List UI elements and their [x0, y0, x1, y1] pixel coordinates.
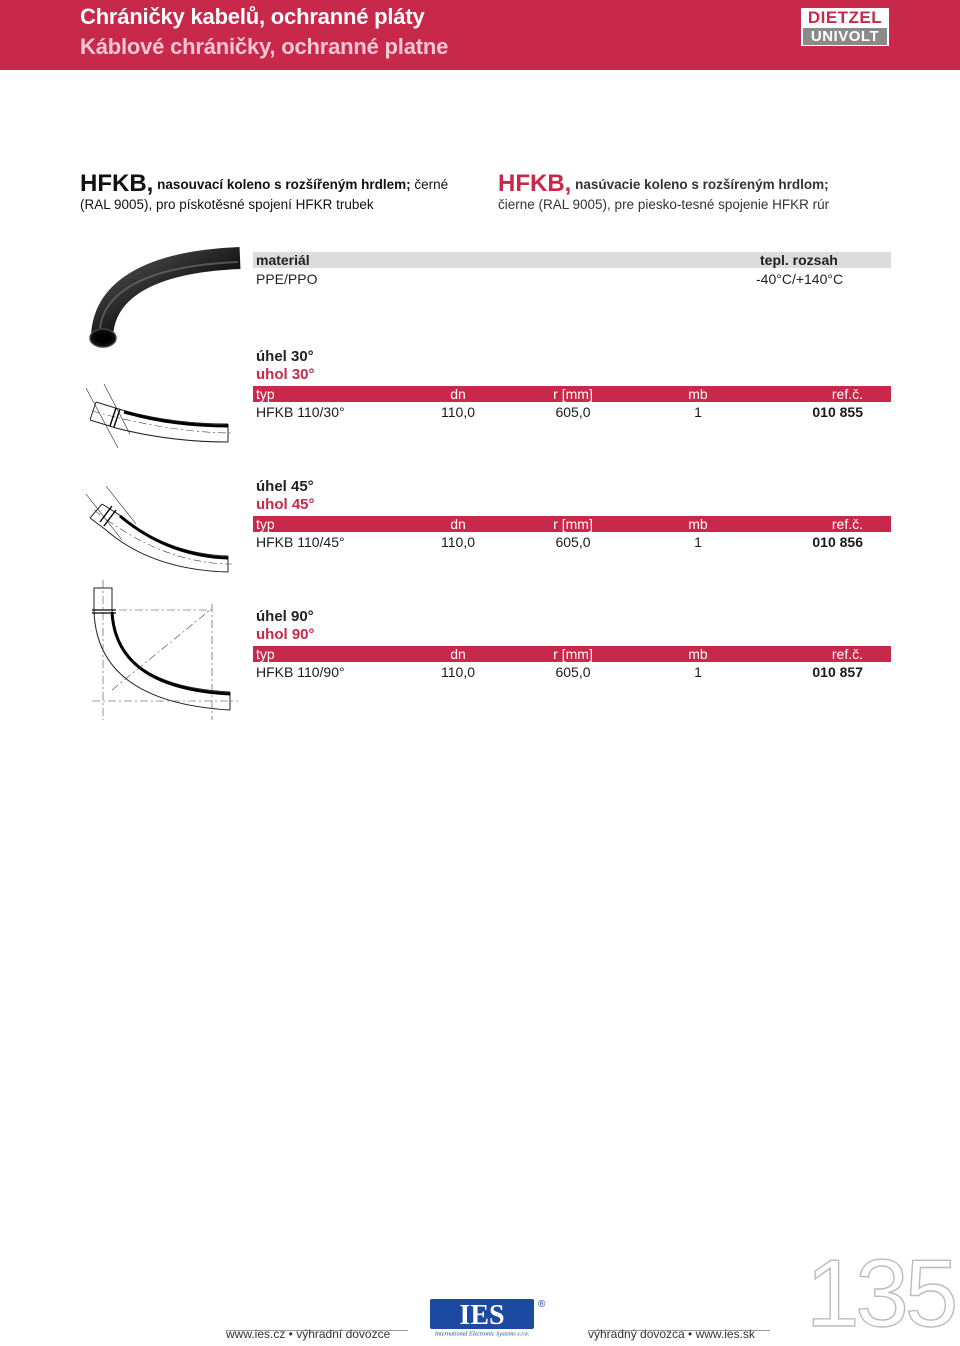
col-ref: ref.č. [831, 386, 863, 402]
cell-typ: HFKB 110/90° [256, 664, 345, 680]
col-dn: dn [450, 516, 466, 532]
table-row [253, 664, 891, 680]
section-heading-cz: úhel 45° [256, 478, 314, 495]
temperature-value: -40°C/+140°C [756, 271, 844, 287]
col-typ: typ [256, 516, 275, 532]
drawing-bend-30 [82, 380, 242, 450]
product-title-cz [80, 172, 480, 213]
col-ref: ref.č. [831, 646, 863, 662]
cell-typ: HFKB 110/45° [256, 534, 345, 550]
cell-typ: HFKB 110/30° [256, 404, 345, 420]
temperature-label: tepl. rozsah [760, 252, 838, 268]
product-photo [82, 244, 242, 354]
section-heading-cz: úhel 90° [256, 608, 314, 625]
cell-r: 605,0 [555, 404, 591, 420]
col-r: r [mm] [553, 386, 593, 402]
cell-mb: 1 [694, 664, 702, 680]
table-header [253, 646, 891, 662]
brand-logo-bottom: UNIVOLT [803, 28, 887, 45]
cell-dn: 110,0 [441, 404, 475, 420]
table-header [253, 386, 891, 402]
cell-r: 605,0 [555, 664, 591, 680]
product-title-sk [498, 172, 898, 213]
material-value: PPE/PPO [256, 271, 318, 287]
drawing-bend-45 [82, 484, 242, 576]
table-header [253, 516, 891, 532]
section-heading-sk: uhol 90° [256, 626, 315, 643]
product-code-sk: HFKB, [498, 170, 572, 197]
product-code-cz: HFKB, [80, 170, 154, 197]
col-r: r [mm] [553, 516, 593, 532]
section-heading-sk: uhol 30° [256, 366, 315, 383]
product-desc-bold-sk: nasúvacie koleno s rozšíreným hrdlom; [571, 177, 829, 192]
brand-logo [801, 8, 889, 46]
drawing-bend-90 [82, 580, 242, 730]
header-title-cz: Chráničky kabelů, ochranné pláty [80, 4, 425, 29]
col-typ: typ [256, 646, 275, 662]
cell-mb: 1 [694, 404, 702, 420]
col-mb: mb [688, 646, 708, 662]
cell-ref: 010 856 [812, 534, 863, 550]
product-desc-tail-cz: černé [410, 177, 449, 192]
header-title-sk: Káblové chráničky, ochranné platne [80, 34, 449, 59]
ies-logo [428, 1297, 550, 1337]
section-angle-30 [253, 348, 891, 422]
col-mb: mb [688, 386, 708, 402]
ies-logo-subtitle: International Electronic Systems s.r.o. [434, 1330, 530, 1337]
cell-r: 605,0 [555, 534, 591, 550]
material-label: materiál [256, 252, 310, 268]
footer-right-text: výhradný dovozca • www.ies.sk [588, 1327, 755, 1341]
cell-dn: 110,0 [441, 664, 475, 680]
section-angle-45 [253, 478, 891, 552]
cell-ref: 010 855 [812, 404, 863, 420]
cell-mb: 1 [694, 534, 702, 550]
section-angle-90 [253, 608, 891, 682]
section-heading-cz: úhel 30° [256, 348, 314, 365]
table-row [253, 404, 891, 420]
col-dn: dn [450, 386, 466, 402]
cell-dn: 110,0 [441, 534, 475, 550]
page-header [0, 0, 960, 70]
ies-logo-text: IES [459, 1300, 505, 1331]
brand-logo-top: DIETZEL [807, 8, 883, 27]
product-desc-line2-sk: čierne (RAL 9005), pre piesko-tesné spojenie HFKR rúr [498, 197, 830, 212]
col-typ: typ [256, 386, 275, 402]
product-desc-bold-cz: nasouvací koleno s rozšířeným hrdlem; [153, 177, 411, 192]
cell-ref: 010 857 [812, 664, 863, 680]
registered-mark: ® [538, 1299, 546, 1310]
col-mb: mb [688, 516, 708, 532]
col-ref: ref.č. [831, 516, 863, 532]
footer-left-text: www.ies.cz • výhradní dovozce [226, 1327, 391, 1341]
page-number: 135 [806, 1240, 955, 1346]
col-r: r [mm] [553, 646, 593, 662]
product-desc-line2-cz: (RAL 9005), pro pískotěsné spojení HFKR trubek [80, 197, 374, 212]
section-heading-sk: uhol 45° [256, 496, 315, 513]
table-row [253, 534, 891, 550]
col-dn: dn [450, 646, 466, 662]
